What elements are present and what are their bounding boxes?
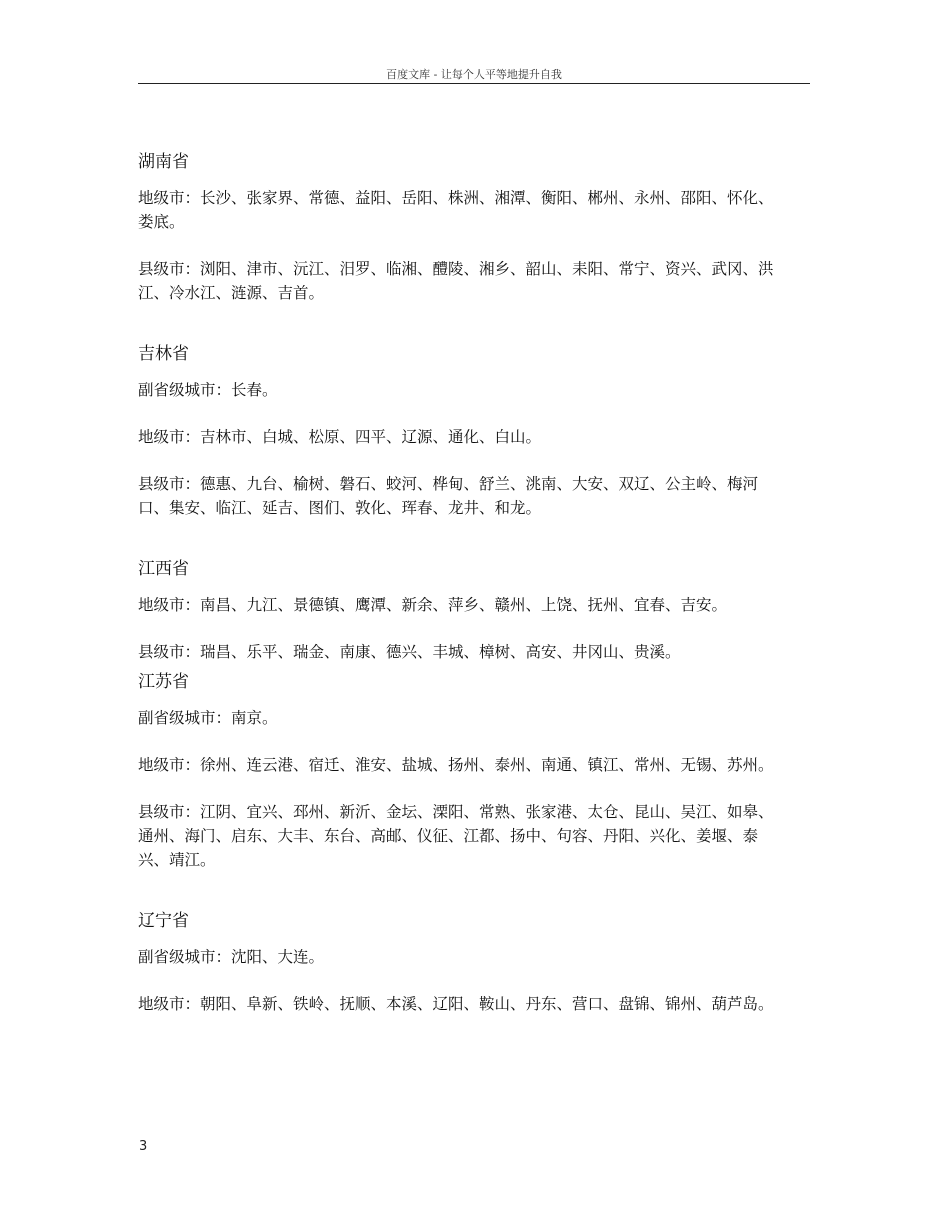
city-list-paragraph: 县级市：瑞昌、乐平、瑞金、南康、德兴、丰城、樟树、高安、井冈山、贵溪。 — [138, 643, 681, 661]
page-number: 3 — [139, 1139, 148, 1154]
document-body — [138, 150, 778, 1039]
section-hunan — [138, 150, 778, 305]
page-header: 百度文库 - 让每个人平等地提升自我 — [386, 68, 562, 81]
city-list-paragraph: 县级市：德惠、九台、榆树、磐石、蛟河、桦甸、舒兰、洮南、大安、双辽、公主岭、梅河口、集安、临江、延吉、图们、敦化、珲春、龙井、和龙。 — [138, 475, 759, 517]
city-list-paragraph: 县级市：江阴、宜兴、邳州、新沂、金坛、溧阳、常熟、张家港、太仓、昆山、吴江、如皋、通州、海门、启东、大丰、东台、高邮、仪征、江都、扬中、句容、丹阳、兴化、姜堰、泰兴、靖江。 — [138, 803, 774, 869]
city-list-paragraph: 副省级城市：沈阳、大连。 — [138, 948, 325, 966]
section-jilin — [138, 342, 778, 520]
city-list-paragraph: 地级市：吉林市、白城、松原、四平、辽源、通化、白山。 — [138, 428, 542, 446]
city-list-paragraph: 县级市：浏阳、津市、沅江、汨罗、临湘、醴陵、湘乡、韶山、耒阳、常宁、资兴、武冈、洪江、冷水江、涟源、吉首。 — [138, 260, 774, 302]
section-jiangsu — [138, 670, 778, 872]
city-list-paragraph: 地级市：朝阳、阜新、铁岭、抚顺、本溪、辽阳、鞍山、丹东、营口、盘锦、锦州、葫芦岛。 — [138, 995, 774, 1013]
header-rule — [138, 83, 810, 84]
city-list-paragraph: 副省级城市：长春。 — [138, 381, 278, 399]
province-heading: 辽宁省 — [138, 911, 189, 931]
province-heading: 江西省 — [138, 559, 189, 579]
city-list-paragraph: 地级市：徐州、连云港、宿迁、淮安、盐城、扬州、泰州、南通、镇江、常州、无锡、苏州。 — [138, 756, 774, 774]
city-list-paragraph: 地级市：长沙、张家界、常德、益阳、岳阳、株洲、湘潭、衡阳、郴州、永州、邵阳、怀化、娄底。 — [138, 189, 774, 231]
province-heading: 江苏省 — [138, 672, 189, 692]
section-jiangxi — [138, 557, 778, 664]
city-list-paragraph: 地级市：南昌、九江、景德镇、鹰潭、新余、萍乡、赣州、上饶、抚州、宜春、吉安。 — [138, 596, 728, 614]
province-heading: 湖南省 — [138, 152, 189, 172]
city-list-paragraph: 副省级城市：南京。 — [138, 709, 278, 727]
province-heading: 吉林省 — [138, 344, 189, 364]
section-liaoning — [138, 909, 778, 1016]
